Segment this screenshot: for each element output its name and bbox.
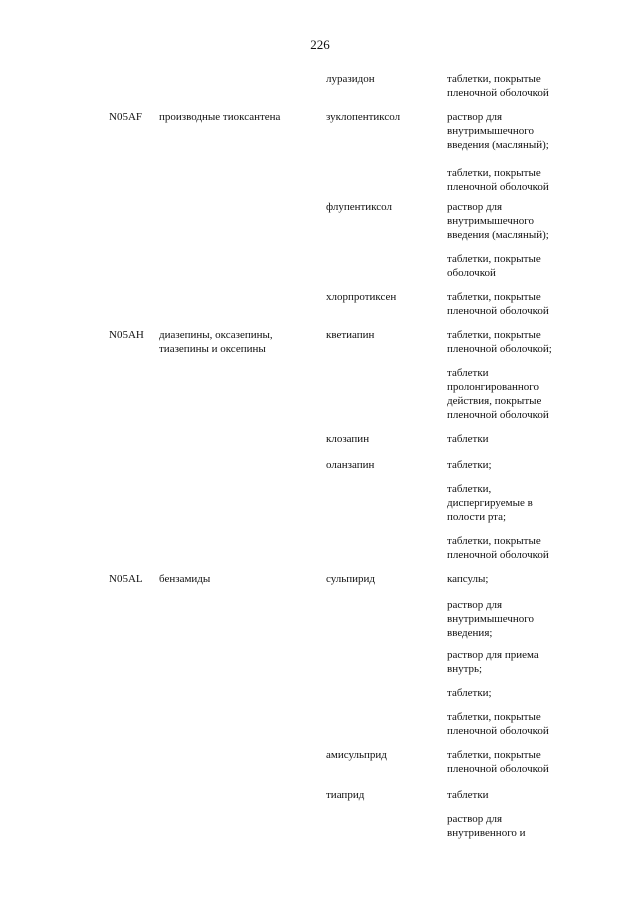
dosage-form-line: таблетки xyxy=(447,789,489,801)
dosage-form xyxy=(447,748,587,776)
dosage-form-line: пленочной оболочкой; xyxy=(447,343,552,355)
drug-name: клозапин xyxy=(326,433,370,445)
dosage-form-line: действия, покрытые xyxy=(447,395,542,407)
dosage-form-line: раствор для xyxy=(447,813,503,825)
dosage-form xyxy=(447,534,587,562)
page-number: 226 xyxy=(310,37,330,52)
dosage-form-line: таблетки, покрытые xyxy=(447,73,541,85)
dosage-form xyxy=(447,432,587,446)
dosage-form-line: раствор для xyxy=(447,111,503,123)
drug-name: зуклопентиксол xyxy=(326,111,401,123)
dosage-form-line: внутримышечного xyxy=(447,215,534,227)
drug-group: диазепины, оксазепины, тиазепины и оксепины xyxy=(159,329,273,355)
dosage-form-line: таблетки, покрытые xyxy=(447,167,541,179)
dosage-form xyxy=(447,458,587,472)
dosage-form-line: таблетки, покрытые xyxy=(447,711,541,723)
dosage-form xyxy=(447,110,587,152)
dosage-form-line: диспергируемые в xyxy=(447,497,533,509)
atc-code: N05AH xyxy=(109,329,144,341)
drug-name: оланзапин xyxy=(326,459,375,471)
dosage-form-line: внутривенного и xyxy=(447,827,526,839)
dosage-form-line: раствор для xyxy=(447,201,503,213)
drug-name: кветиапин xyxy=(326,329,375,341)
drug-name: тиаприд xyxy=(326,789,365,801)
dosage-form-line: пленочной оболочкой xyxy=(447,409,549,421)
drug-name: флупентиксол xyxy=(326,201,392,213)
drug-group: производные тиоксантена xyxy=(159,111,281,123)
dosage-form-line: таблетки, покрытые xyxy=(447,535,541,547)
dosage-form-line: таблетки, покрытые xyxy=(447,749,541,761)
dosage-form-line: внутрь; xyxy=(447,663,483,675)
dosage-form xyxy=(447,482,587,524)
dosage-form xyxy=(447,812,587,840)
dosage-form xyxy=(447,72,587,100)
dosage-form-line: раствор для xyxy=(447,599,503,611)
dosage-form xyxy=(447,200,587,242)
dosage-form-line: раствор для приема xyxy=(447,649,539,661)
dosage-form-line: пленочной оболочкой xyxy=(447,549,549,561)
dosage-form-line: таблетки, покрытые xyxy=(447,291,541,303)
dosage-form xyxy=(447,572,587,586)
dosage-form xyxy=(447,166,587,194)
dosage-form-line: пленочной оболочкой xyxy=(447,763,549,775)
dosage-form-line: внутримышечного xyxy=(447,613,534,625)
dosage-form-line: таблетки; xyxy=(447,459,492,471)
dosage-form xyxy=(447,648,587,676)
dosage-form-line: таблетки xyxy=(447,367,489,379)
dosage-form xyxy=(447,328,587,356)
dosage-form xyxy=(447,252,587,280)
dosage-form xyxy=(447,598,587,640)
dosage-form-line: пленочной оболочкой xyxy=(447,181,549,193)
dosage-form xyxy=(447,686,587,700)
atc-code: N05AL xyxy=(109,573,143,585)
dosage-form-line: введения (масляный); xyxy=(447,229,549,241)
drug-name: луразидон xyxy=(326,73,375,85)
dosage-form-line: оболочкой xyxy=(447,267,496,279)
dosage-form-line: полости рта; xyxy=(447,511,507,523)
dosage-form-line: пролонгированного xyxy=(447,381,539,393)
dosage-form-line: таблетки; xyxy=(447,687,492,699)
dosage-form-line: введения (масляный); xyxy=(447,139,549,151)
dosage-form-line: таблетки, покрытые xyxy=(447,329,541,341)
dosage-form xyxy=(447,366,587,422)
drug-name: сульпирид xyxy=(326,573,376,585)
dosage-form-line: пленочной оболочкой xyxy=(447,305,549,317)
drug-group: бензамиды xyxy=(159,573,211,585)
dosage-form-line: пленочной оболочкой xyxy=(447,725,549,737)
drug-name: амисульприд xyxy=(326,749,387,761)
dosage-form-line: внутримышечного xyxy=(447,125,534,137)
dosage-form-line: пленочной оболочкой xyxy=(447,87,549,99)
dosage-form-line: таблетки, покрытые xyxy=(447,253,541,265)
dosage-form xyxy=(447,290,587,318)
dosage-form-line: капсулы; xyxy=(447,573,489,585)
dosage-form-line: таблетки, xyxy=(447,483,492,495)
dosage-form xyxy=(447,710,587,738)
dosage-form-line: таблетки xyxy=(447,433,489,445)
atc-code: N05AF xyxy=(109,111,143,123)
dosage-form-line: введения; xyxy=(447,627,493,639)
drug-name: хлорпротиксен xyxy=(326,291,397,303)
dosage-form xyxy=(447,788,587,802)
